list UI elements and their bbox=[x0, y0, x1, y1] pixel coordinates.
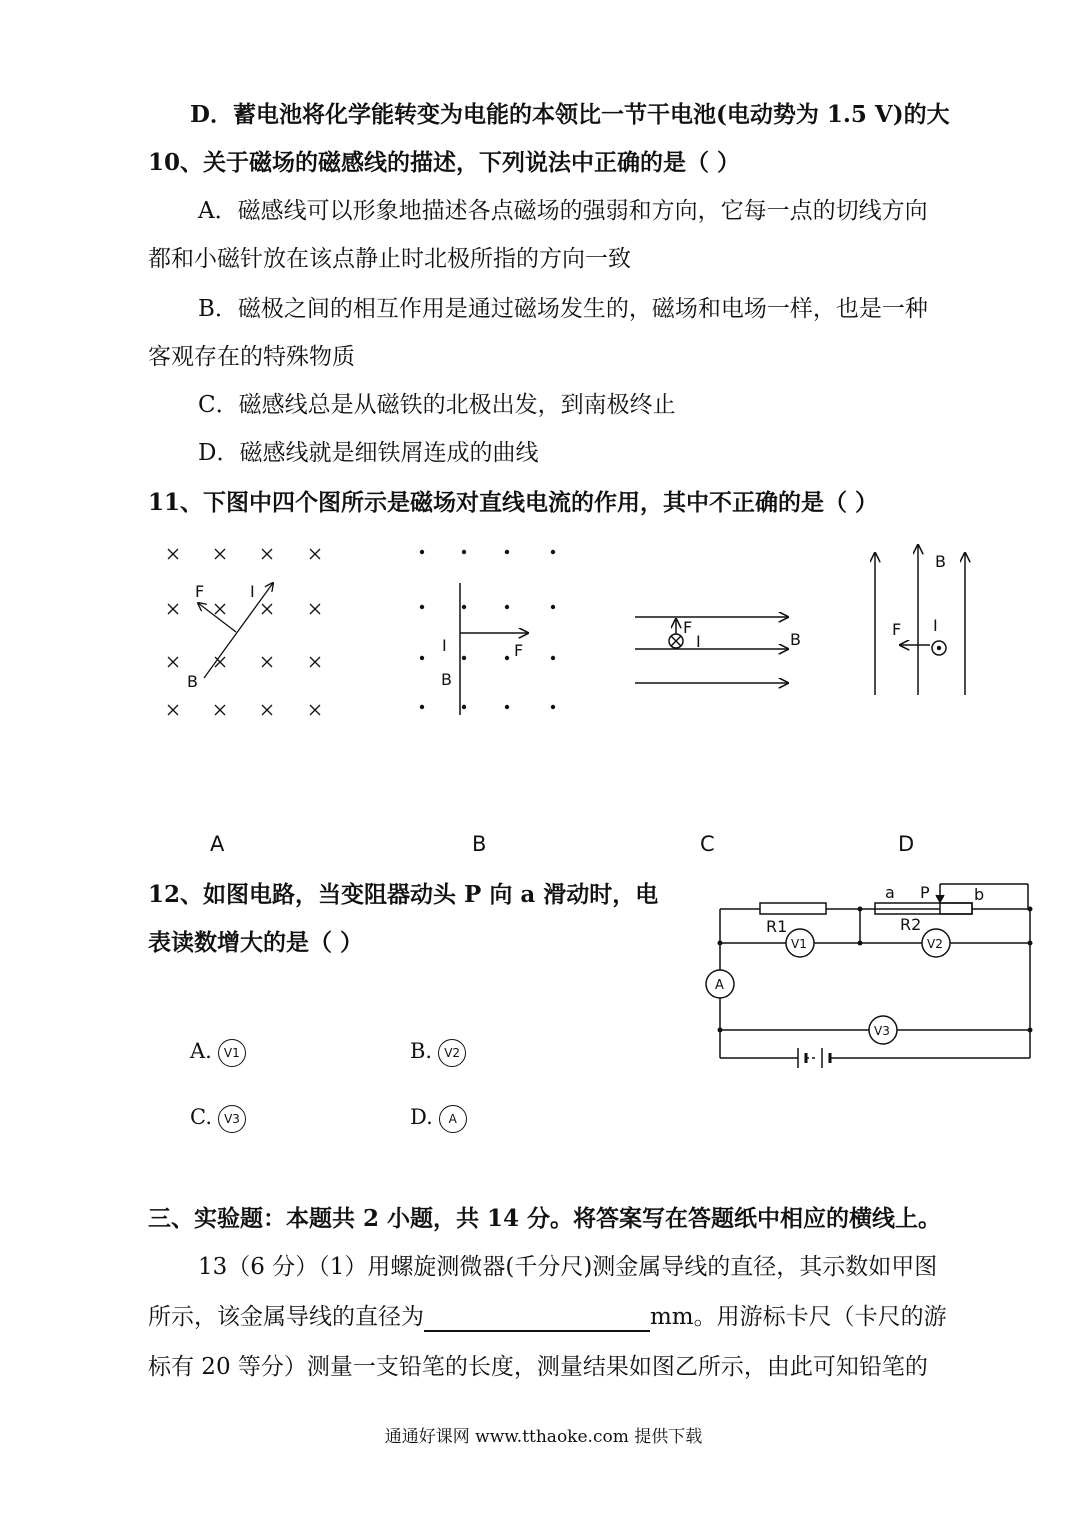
q12-option-b: B. V2 bbox=[410, 1036, 466, 1067]
question-12-line2: 表读数增大的是（ ） bbox=[148, 929, 364, 956]
circuit-label-b: b bbox=[974, 885, 985, 904]
q9-option-d: D．蓄电池将化学能转变为电能的本领比一节干电池(电动势为 1.5 V)的大 bbox=[190, 101, 950, 128]
diagram-a-label-b: B bbox=[187, 672, 198, 691]
voltmeter-v2-icon: V2 bbox=[438, 1039, 466, 1067]
diagram-c-label-b: B bbox=[790, 630, 801, 649]
diagram-c-label-i: I bbox=[696, 632, 701, 651]
question-12-line1: 12、如图电路，当变阻器动头 P 向 a 滑动时，电 bbox=[148, 881, 659, 908]
question-13-line3: 标有 20 等分）测量一支铅笔的长度，测量结果如图乙所示，由此可知铅笔的 bbox=[148, 1354, 928, 1380]
diagram-c bbox=[635, 617, 788, 683]
q10-option-a-line1: A．磁感线可以形象地描述各点磁场的强弱和方向，它每一点的切线方向 bbox=[198, 198, 928, 224]
diagram-b-label-f: F bbox=[514, 641, 524, 660]
circuit-label-v3: V3 bbox=[874, 1024, 890, 1038]
voltmeter-v3-icon: V3 bbox=[218, 1105, 246, 1133]
diagram-d bbox=[875, 545, 965, 695]
q10-option-d: D．磁感线就是细铁屑连成的曲线 bbox=[198, 440, 539, 466]
diagram-a-label-i: I bbox=[250, 582, 255, 601]
diagram-c-label-f: F bbox=[683, 618, 693, 637]
question-13-line1: 13（6 分）（1）用螺旋测微器(千分尺)测金属导线的直径，其示数如甲图 bbox=[198, 1254, 938, 1280]
circuit-label-r1: R1 bbox=[766, 917, 788, 936]
diagram-letter-b: B bbox=[472, 832, 487, 856]
q12-option-c: C. V3 bbox=[190, 1102, 246, 1133]
diagram-b-label-i: I bbox=[442, 636, 447, 655]
circuit-label-v2: V2 bbox=[927, 937, 943, 951]
q10-option-b-line1: B．磁极之间的相互作用是通过磁场发生的，磁场和电场一样，也是一种 bbox=[198, 296, 928, 322]
answer-blank[interactable] bbox=[424, 1308, 650, 1332]
question-13-line2: 所示，该金属导线的直径为 mm。用游标卡尺（卡尺的游 bbox=[148, 1304, 947, 1330]
diagram-letter-d: D bbox=[898, 832, 915, 856]
voltmeter-v1-icon: V1 bbox=[218, 1039, 246, 1067]
q10-option-b-line2: 客观存在的特殊物质 bbox=[148, 344, 355, 370]
circuit-diagram bbox=[700, 870, 1045, 1075]
diagram-d-label-i: I bbox=[933, 616, 938, 635]
q12-option-a: A. V1 bbox=[190, 1036, 246, 1067]
diagram-d-label-f: F bbox=[892, 620, 902, 639]
q10-option-c: C．磁感线总是从磁铁的北极出发，到南极终止 bbox=[198, 392, 676, 418]
q10-option-a-line2: 都和小磁针放在该点静止时北极所指的方向一致 bbox=[148, 246, 631, 272]
figure-11-diagrams bbox=[140, 535, 1020, 725]
diagram-letter-c: C bbox=[700, 832, 715, 856]
diagram-letter-a: A bbox=[210, 832, 225, 856]
circuit-label-r2: R2 bbox=[900, 915, 922, 934]
circuit-label-p: P bbox=[920, 883, 930, 902]
section-3-heading: 三、实验题：本题共 2 小题，共 14 分。将答案写在答题纸中相应的横线上。 bbox=[148, 1205, 942, 1232]
question-11: 11、下图中四个图所示是磁场对直线电流的作用，其中不正确的是（ ） bbox=[148, 489, 879, 516]
q12-option-d: D. A bbox=[410, 1102, 467, 1133]
diagram-d-label-b: B bbox=[935, 552, 946, 571]
ammeter-icon: A bbox=[439, 1105, 467, 1133]
question-10: 10、关于磁场的磁感线的描述，下列说法中正确的是（ ） bbox=[148, 149, 741, 176]
circuit-label-a: a bbox=[885, 883, 895, 902]
footer: 通通好课网 www.tthaoke.com 提供下载 bbox=[384, 1427, 703, 1447]
diagram-b-label-b: B bbox=[441, 670, 452, 689]
circuit-label-v1: V1 bbox=[791, 937, 807, 951]
circuit-label-a-meter: A bbox=[715, 978, 724, 993]
diagram-a-label-f: F bbox=[195, 582, 205, 601]
